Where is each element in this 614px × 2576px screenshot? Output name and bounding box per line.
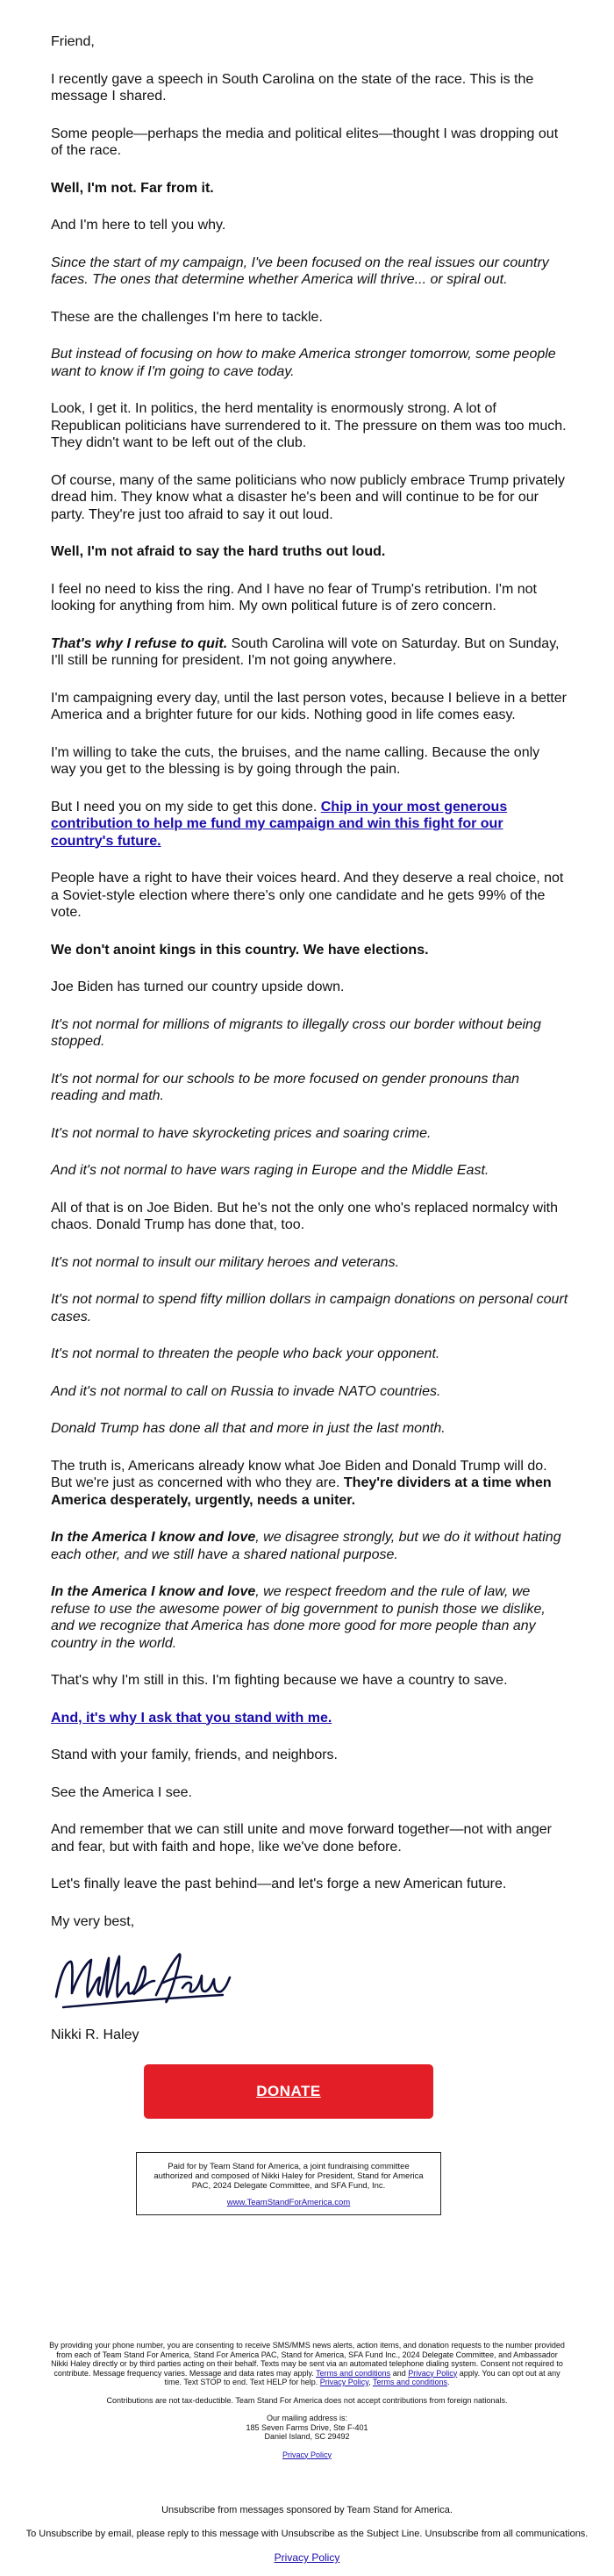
italic-text: It's not normal to spend fifty million dollars in campaign donations on personal court cases. — [51, 1292, 568, 1324]
footer-privacy — [48, 2450, 566, 2460]
paragraph — [51, 1162, 568, 1180]
italic-text: It's not normal for our schools to be more focused on gender pronouns than reading and math. — [51, 1071, 520, 1103]
stand-with-me-link[interactable]: And, it's why I ask that you stand with me. — [51, 1710, 332, 1726]
italic-text: Since the start of my campaign, I've been focused on the real issues our country faces. The ones that determine whether America will thrive... or spiral out. — [51, 255, 549, 287]
bold-text: Well, I'm not afraid to say the hard truths out loud. — [51, 544, 386, 559]
mailing-label: Our mailing address is: — [266, 2414, 348, 2422]
email-body — [51, 33, 568, 2215]
paragraph: I recently gave a speech in South Carolina on the state of the race. This is the message I shared. — [51, 71, 534, 104]
paragraph — [51, 180, 568, 197]
closing: My very best, — [51, 1913, 135, 1929]
paragraph: Some people—perhaps the media and political elites—thought I was dropping out of the race. — [51, 126, 559, 158]
paragraph: And remember that we can still unite and move forward together—not with anger and fear, but with faith and hope, like we've done before. — [51, 1822, 552, 1855]
sms-text: and — [390, 2368, 409, 2378]
footer — [48, 2341, 566, 2468]
text: South Carolina will vote on Saturday. But on Sunday, I'll still be running for president. I'm not going anywhere. — [51, 635, 560, 668]
website-link[interactable]: www.TeamStandForAmerica.com — [226, 2197, 351, 2207]
contributions-notice: Contributions are not tax-deductible. Team Stand For America does not accept contributions from foreign nationals. — [106, 2395, 508, 2405]
greeting: Friend, — [51, 34, 95, 49]
italic-text: It's not normal to threaten the people who back your opponent. — [51, 1346, 440, 1361]
terms-link[interactable]: Terms and conditions — [372, 2378, 447, 2386]
paragraph — [51, 1016, 568, 1051]
bold-italic-text: In the America I know and love — [51, 1530, 256, 1545]
paragraph: Stand with your family, friends, and neighbors. — [51, 1747, 338, 1762]
paragraph: All of that is on Joe Biden. But he's not the only one who's replaced normalcy with chaos. Donald Trump has done that, too. — [51, 1200, 558, 1232]
paragraph: People have a right to have their voices heard. And they deserve a real choice, not a Soviet-style election where there's only one candidate and he gets 99% of the vote. — [51, 871, 564, 920]
paragraph — [51, 1383, 568, 1401]
privacy-policy-link[interactable]: Privacy Policy — [274, 2551, 340, 2564]
bold-text: Well, I'm not. Far from it. — [51, 180, 214, 196]
paragraph: See the America I see. — [51, 1784, 192, 1800]
paragraph: These are the challenges I'm here to tackle. — [51, 309, 323, 325]
paragraph — [51, 1071, 568, 1105]
paragraph — [51, 255, 568, 289]
paragraph — [51, 1420, 568, 1438]
paragraph: And I'm here to tell you why. — [51, 218, 226, 233]
paragraph — [51, 1710, 568, 1727]
paragraph — [51, 635, 568, 670]
paragraph: That's why I'm still in this. I'm fighting because we have a country to save. — [51, 1673, 508, 1688]
italic-text: It's not normal for millions of migrants to illegally cross our border without being stopped. — [51, 1016, 541, 1049]
italic-text: , we respect freedom and the rule of law, we refuse to use the awesome power of big government to punish those we dislike, and we recognize that America has done more good for more people than any country in the world. — [51, 1584, 546, 1651]
italic-text: And it's not normal to have wars raging in Europe and the Middle East. — [51, 1163, 489, 1178]
paragraph — [51, 942, 568, 959]
italic-text: , we disagree strongly, but we do it without hating each other, and we still have a shared national purpose. — [51, 1530, 561, 1562]
bold-text: We don't anoint kings in this country. We have elections. — [51, 942, 429, 958]
paragraph: I feel no need to kiss the ring. And I have no fear of Trump's retribution. I'm not looking for anything from him. My own political future is of zero concern. — [51, 581, 537, 614]
paragraph: I'm willing to take the cuts, the bruises, and the name calling. Because the only way you get to the blessing is by going through the pain. — [51, 744, 540, 777]
signature-image — [51, 1942, 568, 2021]
unsubscribe-email-text[interactable]: To Unsubscribe by email, please reply to this message with Unsubscribe as the Subject Line. Unsubscribe from all communications. — [25, 2529, 589, 2539]
mailing-address — [48, 2414, 566, 2442]
contribute-link[interactable]: Chip in your most generous contribution to help me fund my campaign and win this fight for our country's future. — [51, 799, 508, 849]
text: But I need you on my side to get this done. — [51, 799, 321, 814]
signature-name: Nikki R. Haley — [51, 2027, 139, 2042]
privacy-link[interactable]: Privacy Policy — [408, 2368, 458, 2378]
address-line: Daniel Island, SC 29492 — [264, 2432, 350, 2441]
bold-text: They're dividers at a time when America desperately, urgently, needs a uniter. — [51, 1475, 552, 1508]
paragraph — [51, 1291, 568, 1325]
unsubscribe-section — [0, 2504, 614, 2576]
sms-text: , — [368, 2378, 373, 2386]
signature-scribble — [51, 1942, 235, 2021]
address-line: 185 Seven Farms Drive, Ste F-401 — [246, 2422, 368, 2432]
italic-text: But instead of focusing on how to make America stronger tomorrow, some people want to know if I'm going to cave today. — [51, 347, 556, 379]
paragraph: Let's finally leave the past behind—and let's forge a new American future. — [51, 1876, 507, 1891]
paragraph — [51, 1583, 568, 1652]
privacy-link[interactable]: Privacy Policy — [319, 2378, 369, 2386]
unsubscribe-link[interactable]: Unsubscribe from messages sponsored by Team Stand for America. — [161, 2505, 453, 2515]
italic-text: And it's not normal to call on Russia to invade NATO countries. — [51, 1383, 441, 1399]
text: The truth is, Americans already know what Joe Biden and Donald Trump will do. But we're just as concerned with who they are. — [51, 1458, 547, 1490]
italic-text: It's not normal to have skyrocketing prices and soaring crime. — [51, 1125, 432, 1141]
sms-text: . — [447, 2378, 450, 2386]
paragraph: Joe Biden has turned our country upside down. — [51, 979, 345, 994]
privacy-policy-link[interactable]: Privacy Policy — [282, 2450, 332, 2459]
sms-text: apply. You can opt out at any time. Text STOP to end. Text HELP for help. — [164, 2368, 560, 2386]
paid-for-box — [136, 2152, 441, 2215]
paragraph — [51, 1529, 568, 1563]
paragraph — [51, 1125, 568, 1143]
sms-text: By providing your phone number, you are consenting to receive SMS/MMS news alerts, action items, and donation requests to the number provided from each of Team Stand For America, Stand For America PAC, Stand for America, SFA Fund Inc., 2024 Delegate Committee, and Ambassador Nikki Haley directly or by third parties acting on their behalf. Texts may be sent via an automated telephone dialing system. Consent not required to contribute. Message frequency varies. Message and data rates may apply. — [49, 2341, 565, 2378]
paragraph — [51, 1458, 568, 1510]
paragraph: Look, I get it. In politics, the herd mentality is enormously strong. A lot of Republican politicians have surrendered to it. The pressure on them was too much. They didn't want to be left out of the club. — [51, 401, 567, 450]
bold-italic-text: That's why I refuse to quit. — [51, 635, 228, 651]
paragraph — [51, 799, 568, 850]
paragraph — [51, 346, 568, 380]
bottom-privacy — [0, 2551, 614, 2565]
sms-disclaimer — [48, 2341, 566, 2387]
italic-text: Donald Trump has done all that and more in just the last month. — [51, 1421, 446, 1436]
paid-for-text: Paid for by Team Stand for America, a joint fundraising committee authorized and composed of Nikki Haley for President, Stand for America PAC, 2024 Delegate Committee, and SFA Fund, Inc. — [154, 2161, 424, 2191]
donate-button[interactable]: DONATE — [144, 2064, 433, 2119]
paragraph — [51, 1254, 568, 1272]
paragraph: I'm campaigning every day, until the last person votes, because I believe in a better America and a brighter future for our kids. Nothing good in life comes easy. — [51, 690, 567, 722]
paragraph: Of course, many of the same politicians who now publicly embrace Trump privately dread him. They know what a disaster he's been and will continue to be for our party. They're just too afraid to say it out loud. — [51, 472, 566, 522]
italic-text: It's not normal to insult our military heroes and veterans. — [51, 1254, 400, 1270]
bold-italic-text: In the America I know and love — [51, 1584, 256, 1599]
paragraph — [51, 543, 568, 561]
paragraph — [51, 1345, 568, 1363]
terms-link[interactable]: Terms and conditions — [316, 2368, 391, 2378]
